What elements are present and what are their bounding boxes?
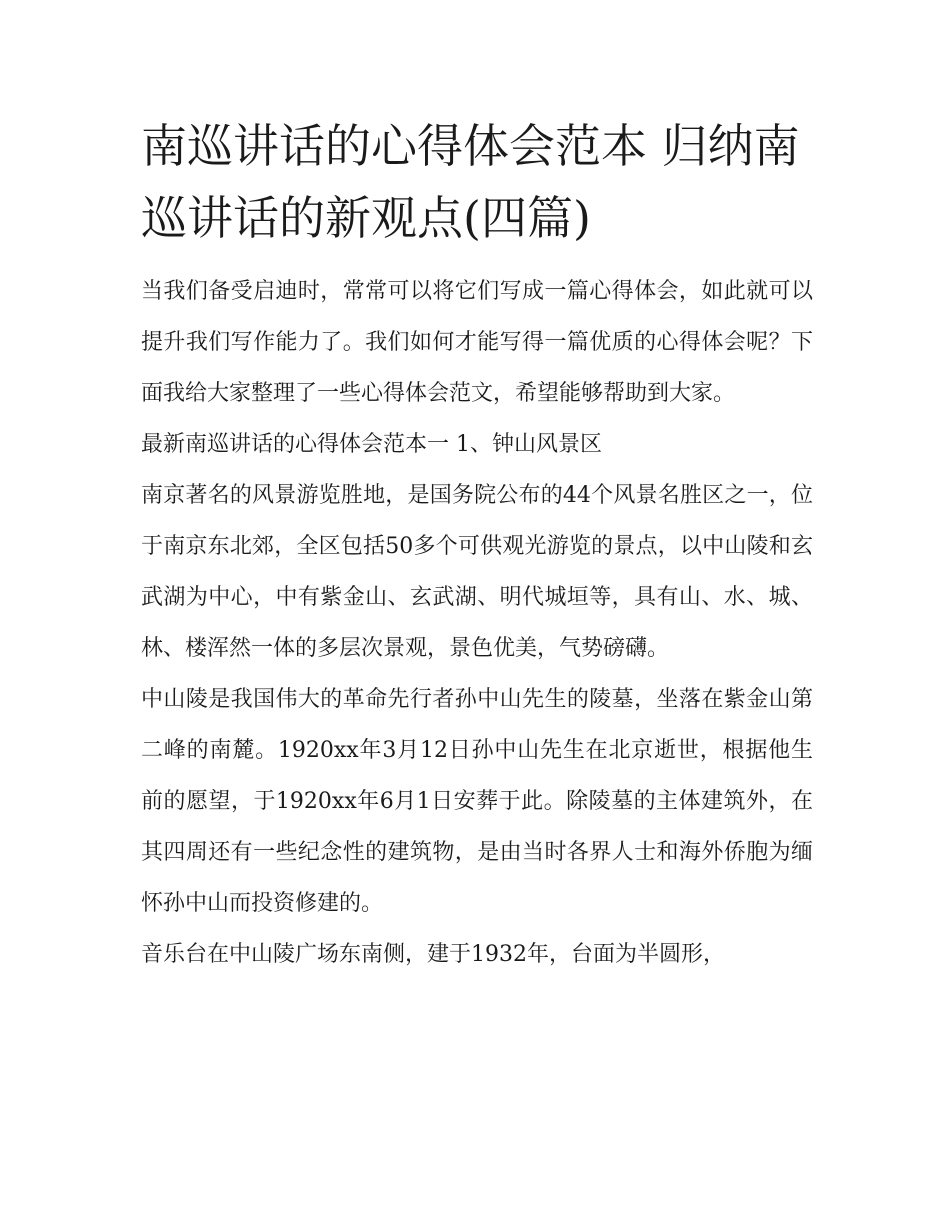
section-heading: 最新南巡讲话的心得体会范本一 1、钟山风景区 [141, 432, 602, 457]
document-title: 南巡讲话的心得体会范本 归纳南巡讲话的新观点(四篇) [141, 119, 800, 245]
body-paragraph-1: 南京著名的风景游览胜地，是国务院公布的44个风景名胜区之一，位于南京东北郊，全区包括50多个可供观光游览的景点，以中山陵和玄武湖为中心，中有紫金山、玄武湖、明代城垣等，具有山、水、城、林、楼浑然一体的多层次景观，景色优美，气势磅礴。 [141, 483, 813, 661]
body-paragraph-2: 中山陵是我国伟大的革命先行者孙中山先生的陵墓，坐落在紫金山第二峰的南麓。1920xx年3月12日孙中山先生在北京逝世，根据他生前的愿望，于1920xx年6月1日安葬于此。除陵墓的主体建筑外，在其四周还有一些纪念性的建筑物，是由当时各界人士和海外侨胞为缅怀孙中山而投资修建的。 [141, 687, 813, 916]
body-paragraph-3: 音乐台在中山陵广场东南侧，建于1932年，台面为半圆形， [141, 942, 725, 967]
intro-paragraph: 当我们备受启迪时，常常可以将它们写成一篇心得体会，如此就可以提升我们写作能力了。我们如何才能写得一篇优质的心得体会呢？下面我给大家整理了一些心得体会范文，希望能够帮助到大家。 [141, 279, 813, 406]
document-page [141, 110, 813, 980]
